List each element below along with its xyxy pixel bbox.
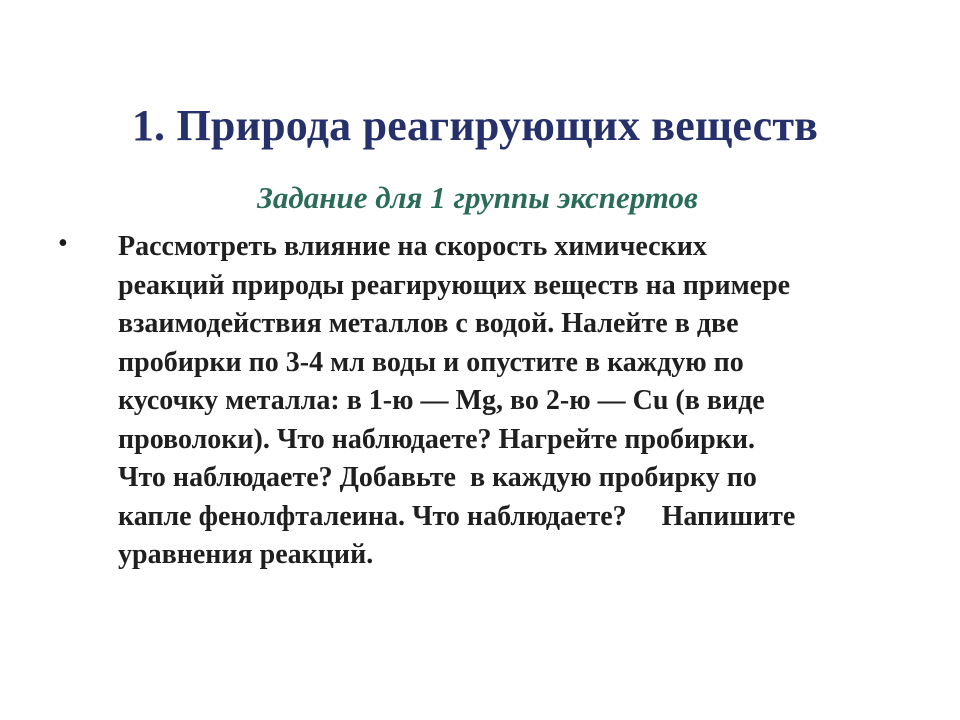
task-text-line: Что наблюдаете? Добавьте в каждую пробирку по — [118, 462, 757, 493]
task-text-line: кусочку металла: в 1-ю — Mg, во 2-ю — Cu (в виде — [118, 385, 765, 416]
bullet-marker: • — [58, 228, 68, 259]
task-text-line: уравнения реакций. — [118, 539, 374, 570]
task-text-line: реакций природы реагирующих веществ на примере — [118, 269, 791, 301]
task-text-line: пробирки по 3-4 мл воды и опустите в каждую по — [118, 346, 744, 378]
task-text-line: взаимодействия металлов с водой. Налейте в две — [118, 308, 739, 339]
task-text-line: проволоки). Что наблюдаете? Нагрейте пробирки. — [118, 423, 755, 455]
task-text-line: капле фенолфталеина. Что наблюдаете? Напишите — [118, 500, 796, 532]
task-text-line: Рассмотреть влияние на скорость химических — [118, 231, 707, 262]
slide-subtitle: Задание для 1 группы экспертов — [257, 180, 698, 215]
slide-title: 1. Природа реагирующих веществ — [131, 101, 819, 150]
task-text — [118, 228, 918, 575]
